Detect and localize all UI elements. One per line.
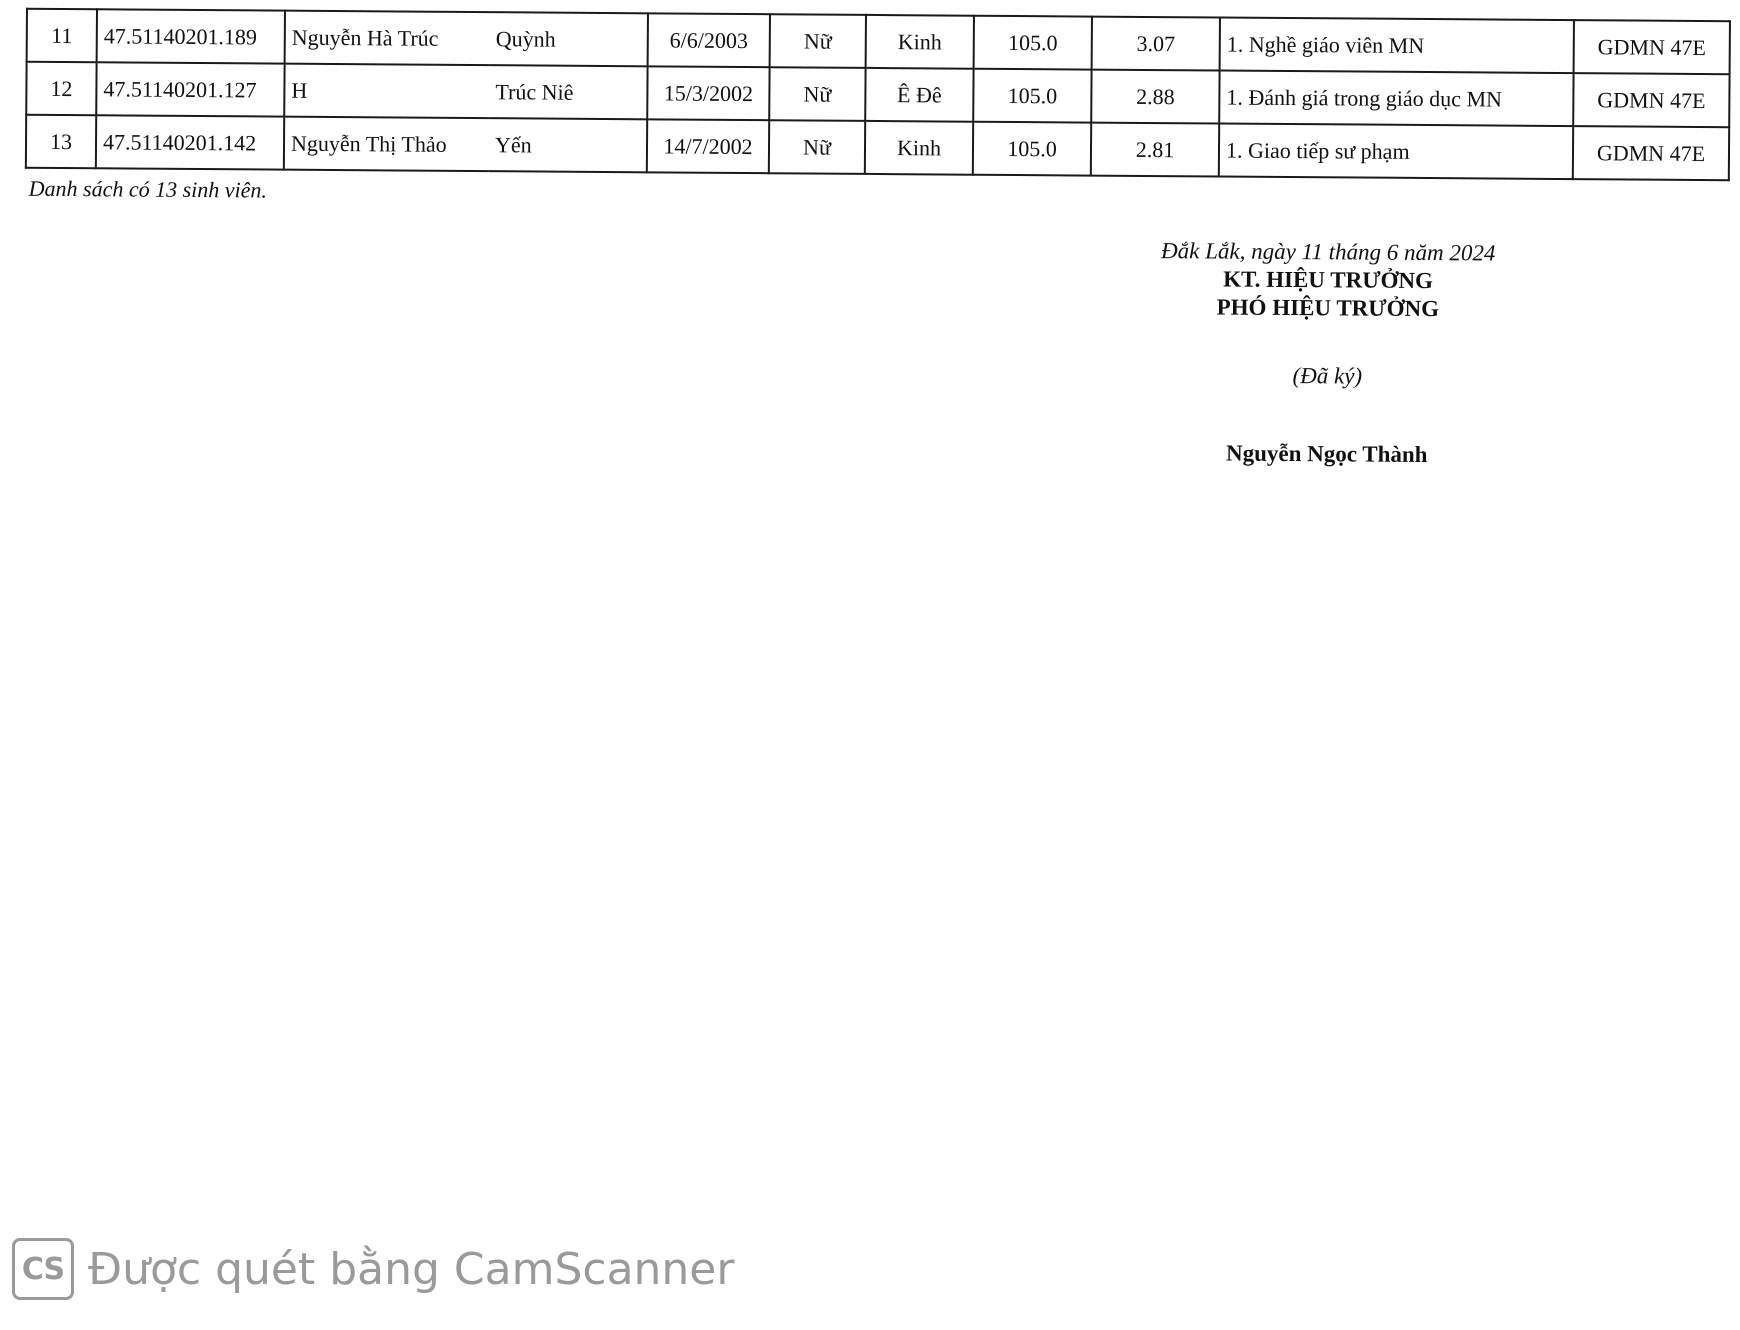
cell-subject: 1. Đánh giá trong giáo dục MN xyxy=(1219,71,1573,127)
cell-subject: 1. Giao tiếp sư phạm xyxy=(1219,124,1573,180)
cell-stt: 13 xyxy=(26,115,96,169)
cell-class: GDMN 47E xyxy=(1574,20,1730,74)
student-table xyxy=(25,8,1731,181)
cell-first-name: Quỳnh xyxy=(490,12,648,66)
cell-student-code: 47.51140201.189 xyxy=(97,9,285,63)
cell-last-name: H xyxy=(284,64,489,119)
signer-role-secondary: PHÓ HIỆU TRƯỞNG xyxy=(1216,294,1440,322)
camscanner-logo-icon: CS xyxy=(12,1238,74,1300)
cell-last-name: Nguyễn Thị Thảo xyxy=(284,117,489,172)
cell-gpa: 3.07 xyxy=(1092,17,1220,71)
cell-credits: 105.0 xyxy=(973,122,1091,176)
cell-dob: 14/7/2002 xyxy=(647,119,769,173)
cell-credits: 105.0 xyxy=(973,69,1091,123)
table-row xyxy=(26,115,1729,180)
cell-ethnicity: Kinh xyxy=(866,15,974,69)
signer-role-primary: KT. HIỆU TRƯỞNG xyxy=(1223,266,1434,294)
cell-student-code: 47.51140201.127 xyxy=(96,62,284,116)
signature-block xyxy=(1087,238,1569,470)
cell-gender: Nữ xyxy=(770,14,866,68)
cell-last-name: Nguyễn Hà Trúc xyxy=(285,11,490,66)
cell-class: GDMN 47E xyxy=(1573,126,1729,180)
cell-ethnicity: Kinh xyxy=(865,121,973,175)
cell-class: GDMN 47E xyxy=(1573,73,1729,127)
cell-gpa: 2.81 xyxy=(1091,123,1219,177)
signed-note: (Đã ký) xyxy=(1292,363,1363,389)
cell-student-code: 47.51140201.142 xyxy=(96,115,284,169)
cell-stt: 11 xyxy=(27,9,97,63)
cell-ethnicity: Ê Đê xyxy=(865,68,973,122)
cell-dob: 15/3/2002 xyxy=(647,66,769,120)
signer-name: Nguyễn Ngọc Thành xyxy=(1225,440,1428,468)
cell-first-name: Yến xyxy=(489,118,647,172)
cell-gender: Nữ xyxy=(769,120,865,174)
cell-stt: 12 xyxy=(26,62,96,116)
list-count-caption: Danh sách có 13 sinh viên. xyxy=(28,175,268,203)
place-date: Đắk Lắk, ngày 11 tháng 6 năm 2024 xyxy=(1161,238,1496,266)
cell-gender: Nữ xyxy=(769,67,865,121)
cell-gpa: 2.88 xyxy=(1091,70,1219,124)
cell-credits: 105.0 xyxy=(974,16,1092,70)
cell-dob: 6/6/2003 xyxy=(648,13,770,67)
cell-first-name: Trúc Niê xyxy=(489,65,647,119)
watermark-text: Được quét bằng CamScanner xyxy=(88,1243,735,1295)
camscanner-watermark xyxy=(12,1237,734,1301)
student-table-body xyxy=(26,9,1730,180)
cell-subject: 1. Nghề giáo viên MN xyxy=(1220,18,1574,74)
